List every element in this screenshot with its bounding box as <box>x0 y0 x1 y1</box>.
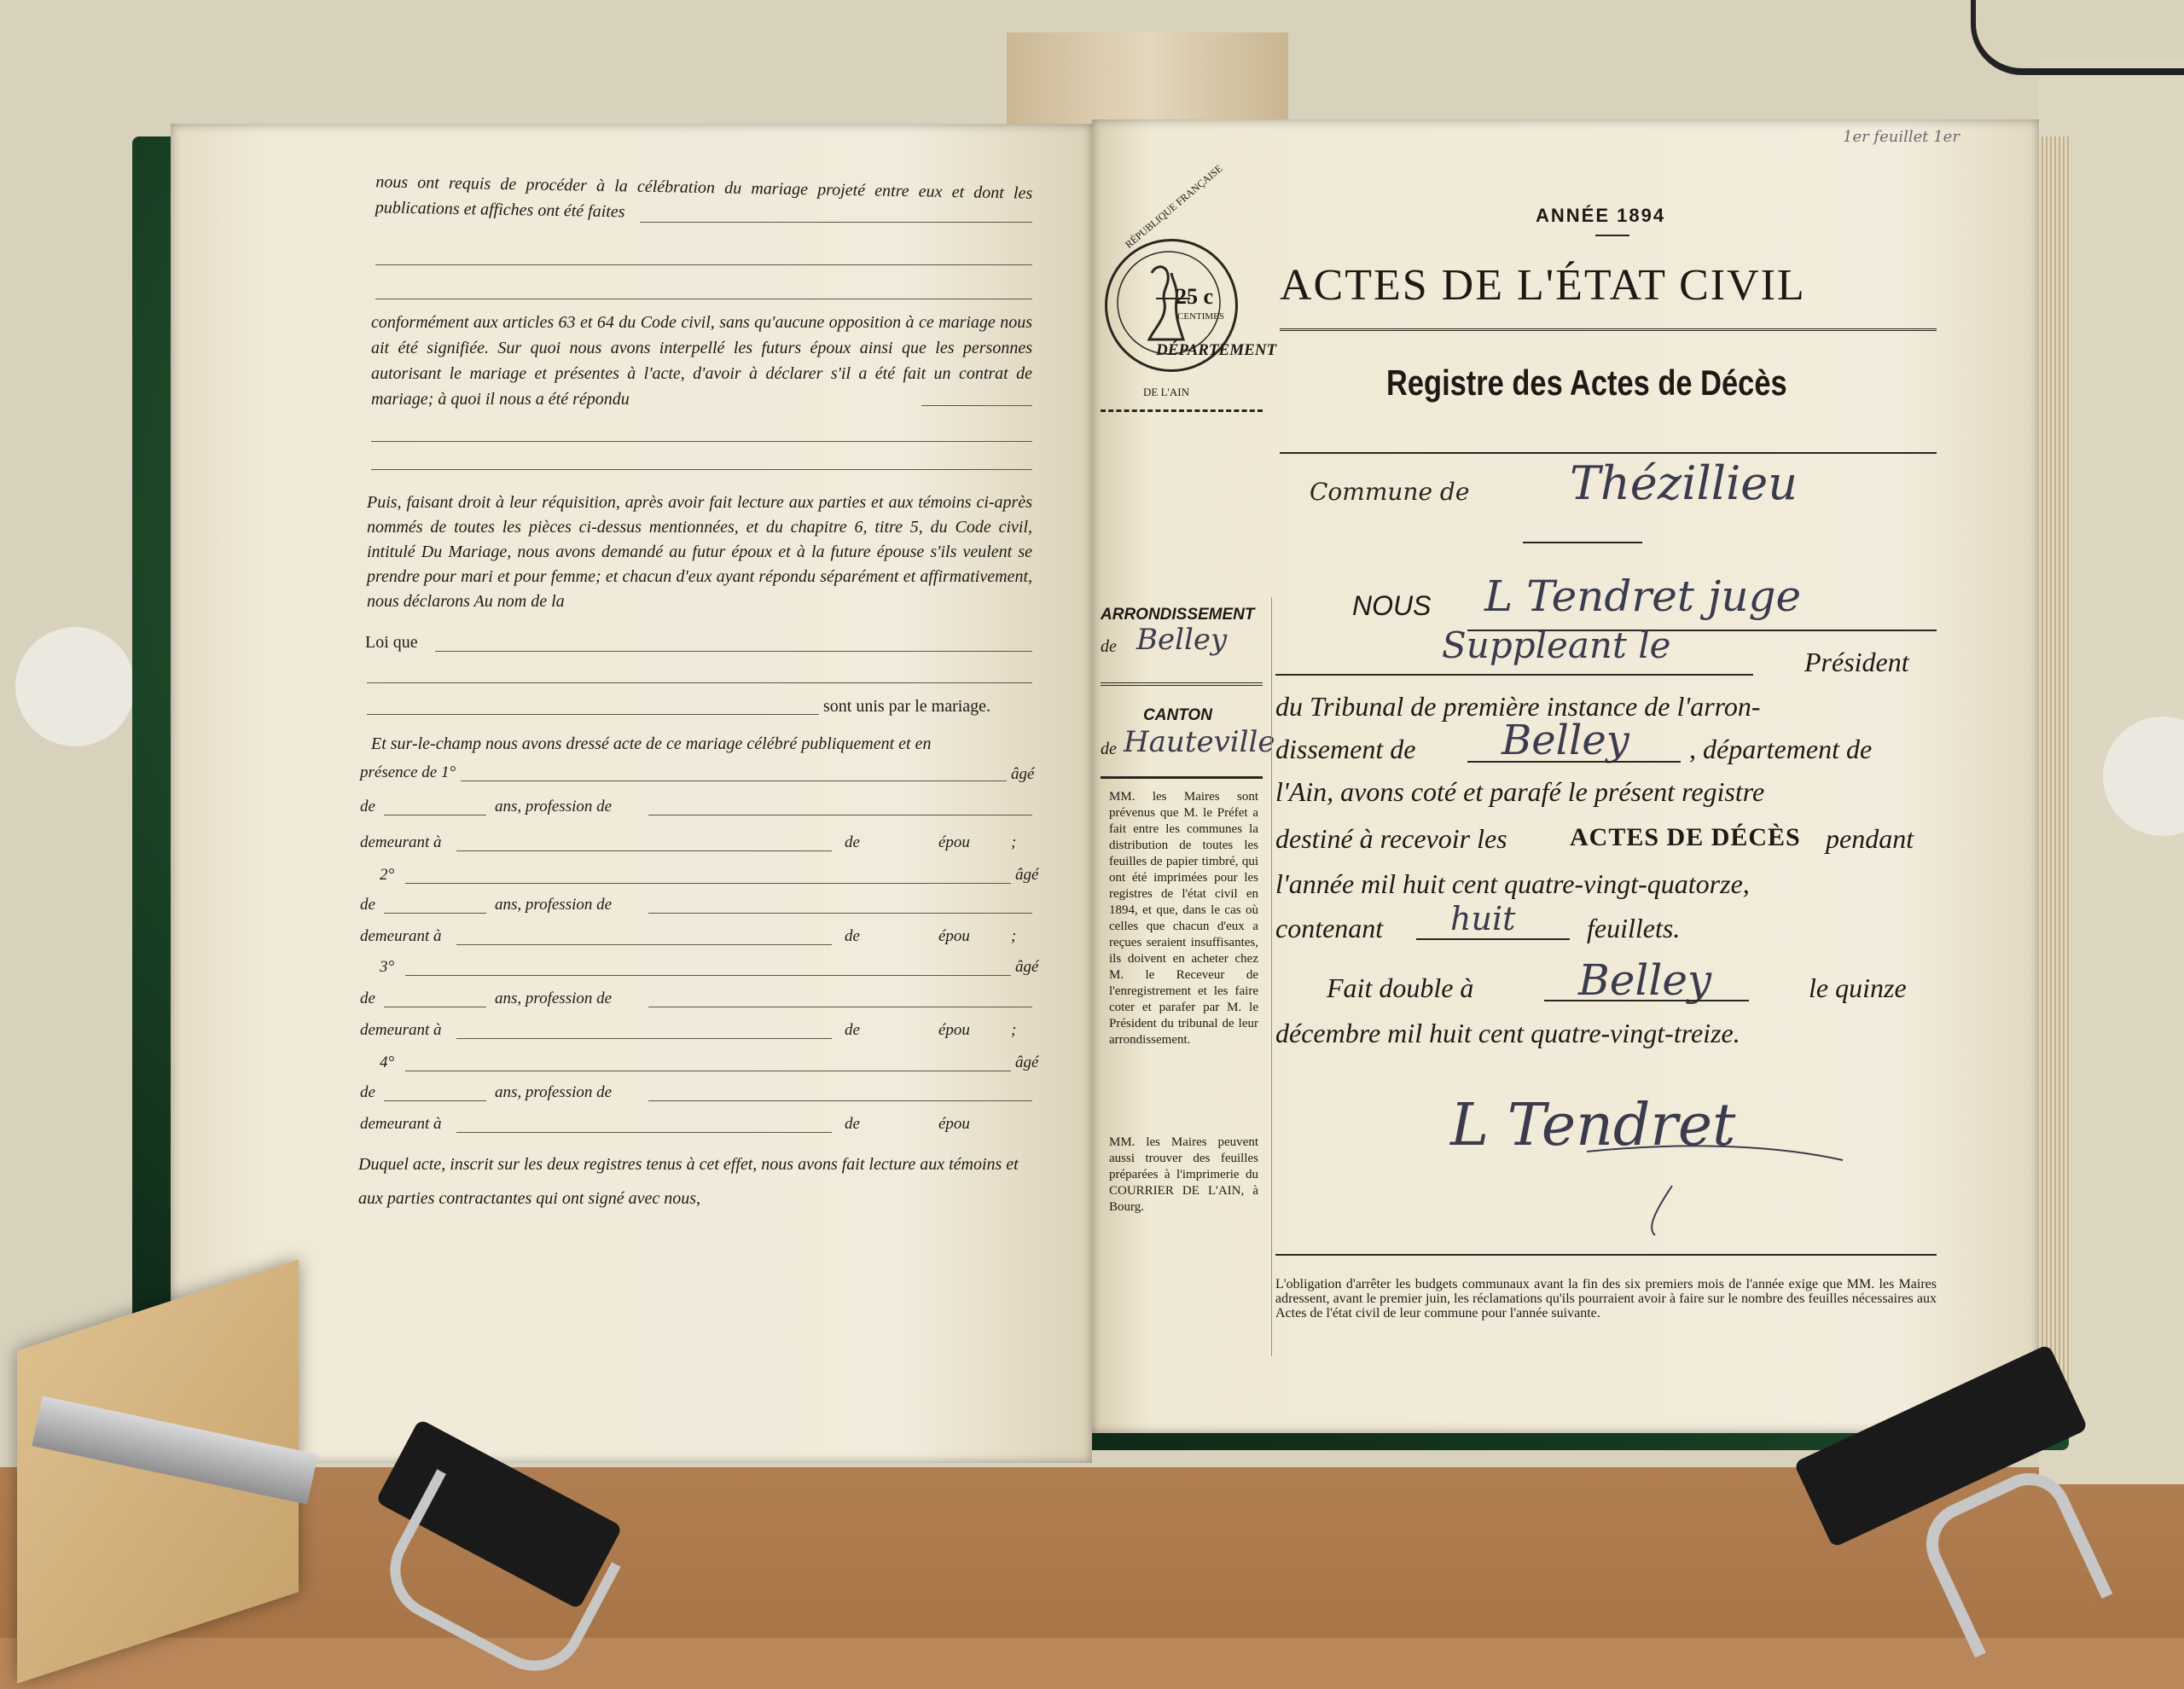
witness-number: 3° <box>380 958 395 976</box>
epou-label: épou <box>938 1021 970 1039</box>
de-label: de <box>845 1021 860 1039</box>
arrondissement-value: Belley <box>1136 623 1228 657</box>
age-label: âgé <box>1011 765 1035 783</box>
demeurant-label: demeurant à <box>360 1021 442 1039</box>
separator: ; <box>1011 927 1017 945</box>
fill-line <box>367 682 1032 683</box>
divider <box>1280 328 1937 331</box>
fill-line <box>371 469 1032 470</box>
canton-de: de <box>1101 740 1117 758</box>
ans-profession-label: ans, profession de <box>495 1083 613 1101</box>
text-line: dissement de <box>1275 734 1416 764</box>
text-line: l'année mil huit cent quatre-vingt-quatorze, <box>1275 868 1750 899</box>
de-label: de <box>360 990 375 1007</box>
side-note: MM. les Maires peuvent aussi trouver des feuilles préparées à l'imprimerie du COURRIER DE L'AIN, à Bourg. <box>1109 1135 1258 1214</box>
text-line: Président <box>1804 647 1909 677</box>
fill-line <box>1544 1000 1749 1001</box>
nous-value: L Tendret juge <box>1484 572 1802 621</box>
page-title: ACTES DE L'ÉTAT CIVIL <box>1280 261 1806 310</box>
text-line: pendant <box>1826 823 1914 854</box>
age-label: âgé <box>1015 866 1039 884</box>
stamp-sub: CENTIMES <box>1177 311 1224 322</box>
fill-line <box>1523 542 1642 543</box>
fill-line <box>367 714 819 715</box>
text-line: contenant <box>1275 913 1384 943</box>
fill-line <box>456 1132 832 1133</box>
fill-line <box>1416 938 1570 940</box>
stamp-value: 25 c <box>1176 284 1214 309</box>
suppleant-value: Suppleant le <box>1442 624 1671 666</box>
text-line: du Tribunal de première instance de l'arron- <box>1275 691 1761 722</box>
canton-value: Hauteville <box>1124 725 1275 759</box>
epou-label: épou <box>938 927 970 945</box>
paragraph: Puis, faisant droit à leur réquisition, après avoir fait lecture aux parties et aux témoins ci-après nommés de toutes les pièces ci-dessus mentionnées, et du chapitre 6, titre 5, du Code civil, intitulé Du Mariage, nous avons demandé au futur époux et à la future épouse s'ils veulent se prendre pour mari et pour femme; et chacun d'eux ayant répondu séparément et affirmativement, nous déclarons Au nom de la <box>367 493 1032 611</box>
signature-flourish <box>1570 1135 1911 1237</box>
fill-line <box>456 850 832 851</box>
epou-label: épou <box>938 833 970 851</box>
arrondissement-label: ARRONDISSEMENT <box>1101 606 1255 624</box>
de-label: de <box>360 896 375 914</box>
text-line: destiné à recevoir les <box>1275 823 1507 854</box>
fill-line <box>456 944 832 945</box>
mat-hole <box>15 627 135 746</box>
epou-label: épou <box>938 1115 970 1133</box>
demeurant-label: demeurant à <box>360 1115 442 1133</box>
paragraph: nous ont requis de procéder à la célébration du mariage projeté entre eux et dont les publications et affiches ont été faites <box>375 172 1033 222</box>
fill-line <box>371 441 1032 442</box>
de-label: de <box>845 833 860 851</box>
divider <box>1595 235 1629 236</box>
divider <box>1280 452 1937 454</box>
department-label: DÉPARTEMENT <box>1156 341 1277 359</box>
ans-profession-label: ans, profession de <box>495 896 613 914</box>
stamp-text: RÉPUBLIQUE FRANÇAISE <box>1123 162 1225 251</box>
fill-line <box>648 1100 1032 1101</box>
register-subtitle: Registre des Actes de Décès <box>1386 363 1787 403</box>
fill-line <box>405 883 1011 884</box>
divider <box>1101 409 1263 412</box>
paragraph: Et sur-le-champ nous avons dressé acte de ce mariage célébré publiquement et en <box>371 734 932 753</box>
text-line: l'Ain, avons coté et parafé le présent registre <box>1275 776 1765 807</box>
de-label: de <box>845 927 860 945</box>
signature: L Tendret <box>1450 1092 1736 1159</box>
text-line: ACTES DE DÉCÈS <box>1570 823 1801 851</box>
fill-line <box>456 1038 832 1039</box>
department-value: DE L'AIN <box>1143 386 1189 398</box>
fill-line <box>405 975 1011 976</box>
text-line: , département de <box>1689 734 1873 764</box>
arrondissement-de: de <box>1101 637 1117 656</box>
fill-line <box>384 1100 486 1101</box>
leaf-count-value: huit <box>1450 900 1516 937</box>
fill-line <box>648 913 1032 914</box>
side-note: MM. les Maires sont prévenus que M. le Préfet a fait entre les communes la distribution de toutes les feuilles de papier timbré, qui ont été imprimées pour les registres de l'état civil en 1894, et que, dans le cas où celles que chacun d'eux a reçues seraient insuffisantes, ils doivent en acheter chez M. le Receveur de l'enregistrement et les faire coter et parafer par M. le Président du tribunal de leur arrondissement. <box>1109 790 1258 1047</box>
text-line: décembre mil huit cent quatre-vingt-treize. <box>1275 1018 1740 1048</box>
demeurant-label: demeurant à <box>360 833 442 851</box>
separator: ; <box>1011 833 1017 851</box>
text-line: le quinze <box>1809 972 1907 1003</box>
paragraph: Duquel acte, inscrit sur les deux registres tenus à cet effet, nous avons fait lecture aux témoins et aux parties contractantes qui ont signé avec nous, <box>358 1155 1019 1208</box>
corner-note: 1er feuillet 1er <box>1843 128 1960 146</box>
fill-line <box>384 913 486 914</box>
right-page <box>1092 119 2039 1433</box>
divider <box>1101 682 1263 686</box>
year-heading: ANNÉE 1894 <box>1536 205 1666 226</box>
age-label: âgé <box>1015 958 1039 976</box>
fill-line <box>435 651 1032 652</box>
text-line: feuillets. <box>1587 913 1681 943</box>
demeurant-label: demeurant à <box>360 927 442 945</box>
presence-label: présence de 1° <box>360 763 456 781</box>
page-edges <box>2039 136 2069 1408</box>
commune-value: Thézillieu <box>1570 456 1798 510</box>
district-value: Belley <box>1502 717 1629 764</box>
canton-label: CANTON <box>1143 706 1212 724</box>
fill-line <box>921 405 1032 406</box>
text-line: Fait double à <box>1327 972 1474 1003</box>
nous-label: NOUS <box>1352 590 1432 621</box>
ans-profession-label: ans, profession de <box>495 990 613 1007</box>
fill-line <box>1275 674 1753 676</box>
divider <box>1101 776 1263 779</box>
fill-line <box>375 264 1032 265</box>
unis-label: sont unis par le mariage. <box>823 697 991 716</box>
de-label: de <box>360 1083 375 1101</box>
fill-line <box>1467 761 1681 763</box>
cable <box>1971 0 2184 75</box>
witness-number: 4° <box>380 1053 395 1071</box>
ans-profession-label: ans, profession de <box>495 798 613 815</box>
separator: ; <box>1011 1021 1017 1039</box>
left-page <box>171 124 1092 1463</box>
loi-que-label: Loi que <box>365 633 418 652</box>
divider <box>1275 1254 1937 1256</box>
footer-note: L'obligation d'arrêter les budgets communaux avant la fin des six premiers mois de l'année exige que MM. les Maires adressent, avant le premier juin, les réclamations qu'ils pourraient avoir à faire sur le nombre des feuilles nécessaires aux Actes de l'état civil de leur commune pour l'année suivante. <box>1275 1277 1937 1320</box>
de-label: de <box>360 798 375 815</box>
fill-line <box>640 222 1032 223</box>
de-label: de <box>845 1115 860 1133</box>
commune-label: Commune de <box>1310 478 1470 506</box>
place-value: Belley <box>1578 955 1712 1005</box>
witness-number: 2° <box>380 866 395 884</box>
column-rule <box>1271 597 1272 1356</box>
age-label: âgé <box>1015 1053 1039 1071</box>
paragraph: conformément aux articles 63 et 64 du Code civil, sans qu'aucune opposition à ce mariage nous ait été signifiée. Sur quoi nous avons interpellé les futurs époux ainsi que les personnes autorisant le mariage et présentes à l'acte, d'avoir à déclarer s'il a été fait un contrat de mariage; à quoi il nous a été répondu <box>371 313 1032 409</box>
